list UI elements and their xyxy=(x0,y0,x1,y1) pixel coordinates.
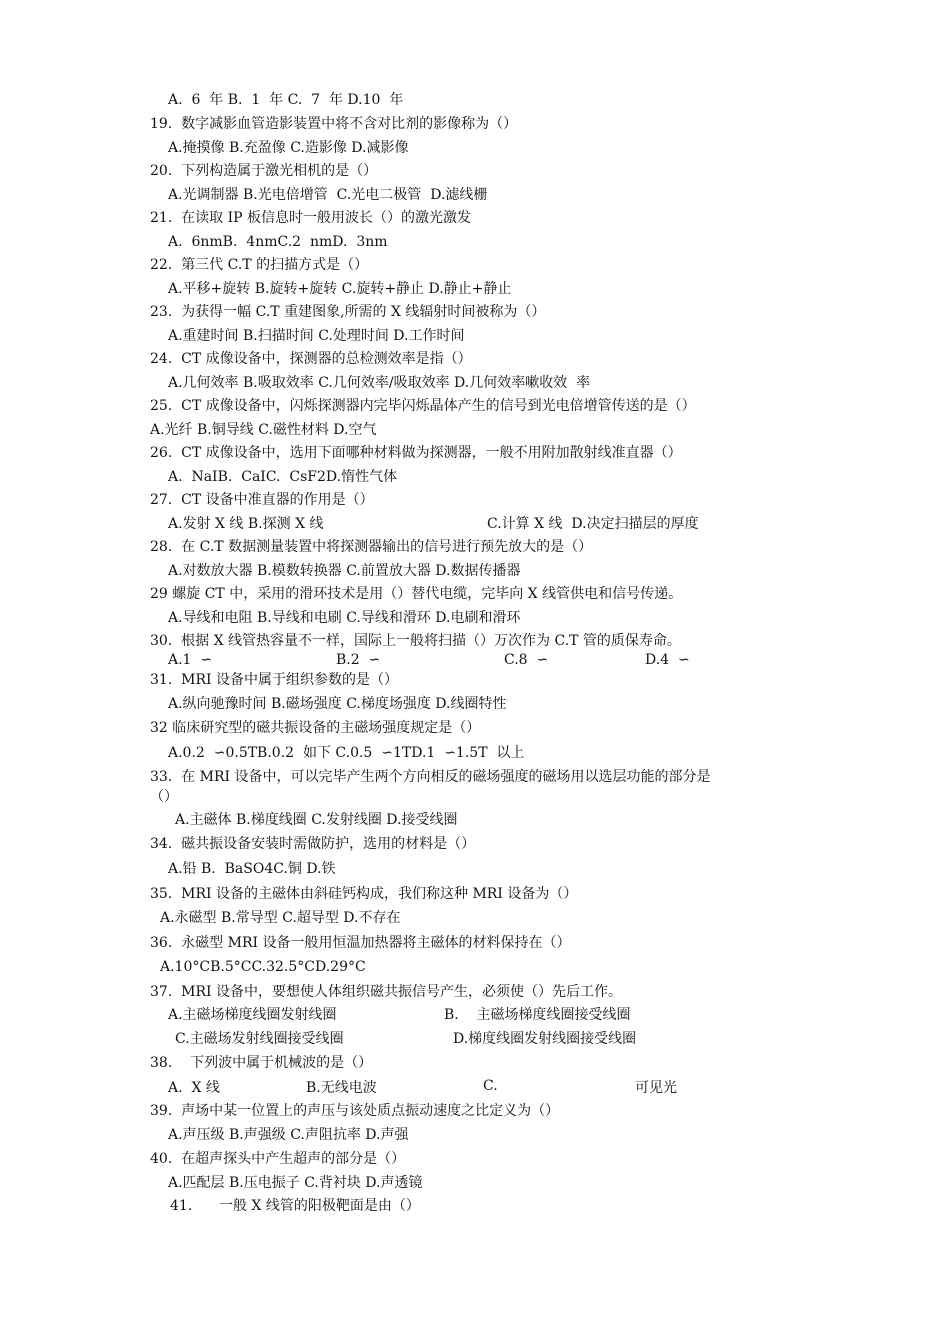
question-35: 35. MRI 设备的主磁体由斜硅钙构成，我们称这种 MRI 设备为（） xyxy=(150,886,578,902)
question-30: 30. 根据 X 线管热容量不一样，国际上一般将扫描（）万次作为 C.T 管的质保寿命。 xyxy=(150,633,681,649)
answer-options-39: A.声压级 B.声强级 C.声阻抗率 D.声强 xyxy=(168,1127,409,1143)
answer-options-23: A.重建时间 B.扫描时间 C.处理时间 D.工作时间 xyxy=(168,328,465,344)
answer-option-37-c: C.主磁场发射线圈接受线圈 xyxy=(175,1031,344,1047)
answer-options-32: A.0.2 ∽0.5TB.0.2 如下 C.0.5 ∽1TD.1 ∽1.5T 以上 xyxy=(168,745,525,761)
question-27: 27. CT 设备中准直器的作用是（） xyxy=(150,492,374,508)
answer-option-38-a: A. X 线 xyxy=(168,1080,220,1096)
answer-options-18: A. 6 年 B. 1 年 C. 7 年 D.10 年 xyxy=(168,92,404,108)
answer-options-24: A.几何效率 B.吸取效率 C.几何效率/吸取效率 D.几何效率嗽收效 率 xyxy=(168,375,591,391)
question-28: 28. 在 C.T 数据测量装置中将探测器输出的信号进行预先放大的是（） xyxy=(150,539,593,555)
question-26: 26. CT 成像设备中，选用下面哪种材料做为探测器，一般不用附加散射线准直器（） xyxy=(150,445,682,461)
answer-option-37-b: B. 主磁场梯度线圈接受线圈 xyxy=(444,1007,631,1023)
question-29: 29 螺旋 CT 中，采用的滑环技术是用（）替代电缆，完毕向 X 线管供电和信号传递。 xyxy=(150,586,683,602)
question-33: 33. 在 MRI 设备中，可以完毕产生两个方向相反的磁场强度的磁场用以选层功能的部分是 xyxy=(150,769,711,785)
answer-options-27-ab: A.发射 X 线 B.探测 X 线 xyxy=(168,516,324,532)
answer-options-33: A.主磁体 B.梯度线圈 C.发射线圈 D.接受线圈 xyxy=(175,812,458,828)
question-23: 23. 为获得一幅 C.T 重建图象,所需的 X 线辐射时间被称为（） xyxy=(150,304,546,320)
question-39: 39. 声场中某一位置上的声压与该处质点振动速度之比定义为（） xyxy=(150,1103,560,1119)
answer-options-40: A.匹配层 B.压电振子 C.背衬块 D.声透镜 xyxy=(168,1175,423,1191)
answer-option-37-a: A.主磁场梯度线圈发射线圈 xyxy=(168,1007,337,1023)
answer-options-29: A.导线和电阻 B.导线和电刷 C.导线和滑环 D.电刷和滑环 xyxy=(168,610,521,626)
answer-options-20: A.光调制器 B.光电倍增管 C.光电二极管 D.滤线栅 xyxy=(168,187,488,203)
question-34: 34. 磁共振设备安装时需做防护，选用的材料是（） xyxy=(150,836,476,852)
answer-option-38-c: C. xyxy=(483,1078,498,1094)
answer-option-30-c: C.8 ∽ xyxy=(504,652,549,668)
question-41: 41. 一般 X 线管的阳极靶面是由（） xyxy=(170,1198,420,1214)
question-20: 20. 下列构造属于激光相机的是（） xyxy=(150,163,378,179)
question-25: 25. CT 成像设备中，闪烁探测器内完毕闪烁晶体产生的信号到光电倍增管传送的是（） xyxy=(150,398,696,414)
question-19: 19. 数字减影血管造影装置中将不含对比剂的影像称为（） xyxy=(150,116,518,132)
question-37: 37. MRI 设备中，要想使人体组织磁共振信号产生，必须使（）先后工作。 xyxy=(150,984,623,1000)
answer-options-22: A.平移+旋转 B.旋转+旋转 C.旋转+静止 D.静止+静止 xyxy=(168,281,512,297)
answer-options-36: A.10°CB.5°CC.32.5°CD.29°C xyxy=(160,959,366,975)
answer-option-38-b: B.无线电波 xyxy=(306,1080,377,1096)
answer-options-27-cd: C.计算 X 线 D.决定扫描层的厚度 xyxy=(487,516,699,532)
answer-option-37-d: D.梯度线圈发射线圈接受线圈 xyxy=(453,1031,637,1047)
question-40: 40. 在超声探头中产生超声的部分是（） xyxy=(150,1151,406,1167)
answer-option-30-a: A.1 ∽ xyxy=(168,652,213,668)
answer-option-30-b: B.2 ∽ xyxy=(336,652,381,668)
question-24: 24. CT 成像设备中，探测器的总检测效率是指（） xyxy=(150,351,472,367)
question-22: 22. 第三代 C.T 的扫描方式是（） xyxy=(150,257,369,273)
question-36: 36. 永磁型 MRI 设备一般用恒温加热器将主磁体的材料保持在（） xyxy=(150,935,571,951)
answer-option-30-d: D.4 ∽ xyxy=(645,652,690,668)
answer-option-38-d: 可见光 xyxy=(635,1080,677,1096)
answer-options-31: A.纵向驰豫时间 B.磁场强度 C.梯度场强度 D.线圈特性 xyxy=(168,696,507,712)
question-31: 31. MRI 设备中属于组织参数的是（） xyxy=(150,672,399,688)
answer-options-21: A. 6nmB. 4nmC.2 nmD. 3nm xyxy=(168,234,388,250)
question-21: 21. 在读取 IP 板信息时一般用波长（）的激光激发 xyxy=(150,210,472,226)
question-38: 38. 下列波中属于机械波的是（） xyxy=(150,1055,373,1071)
question-33-continued: （） xyxy=(150,789,178,805)
answer-options-25: A.光纤 B.铜导线 C.磁性材料 D.空气 xyxy=(150,422,377,438)
answer-options-35: A.永磁型 B.常导型 C.超导型 D.不存在 xyxy=(160,910,401,926)
answer-options-28: A.对数放大器 B.模数转换器 C.前置放大器 D.数据传播器 xyxy=(168,563,521,579)
answer-options-19: A.掩摸像 B.充盈像 C.造影像 D.减影像 xyxy=(168,140,409,156)
answer-options-26: A. NaIB. CaIC. CsF2D.惰性气体 xyxy=(168,469,398,485)
answer-options-34: A.铅 B. BaSO4C.铜 D.铁 xyxy=(168,861,336,877)
question-32: 32 临床研究型的磁共振设备的主磁场强度规定是（） xyxy=(150,720,481,736)
